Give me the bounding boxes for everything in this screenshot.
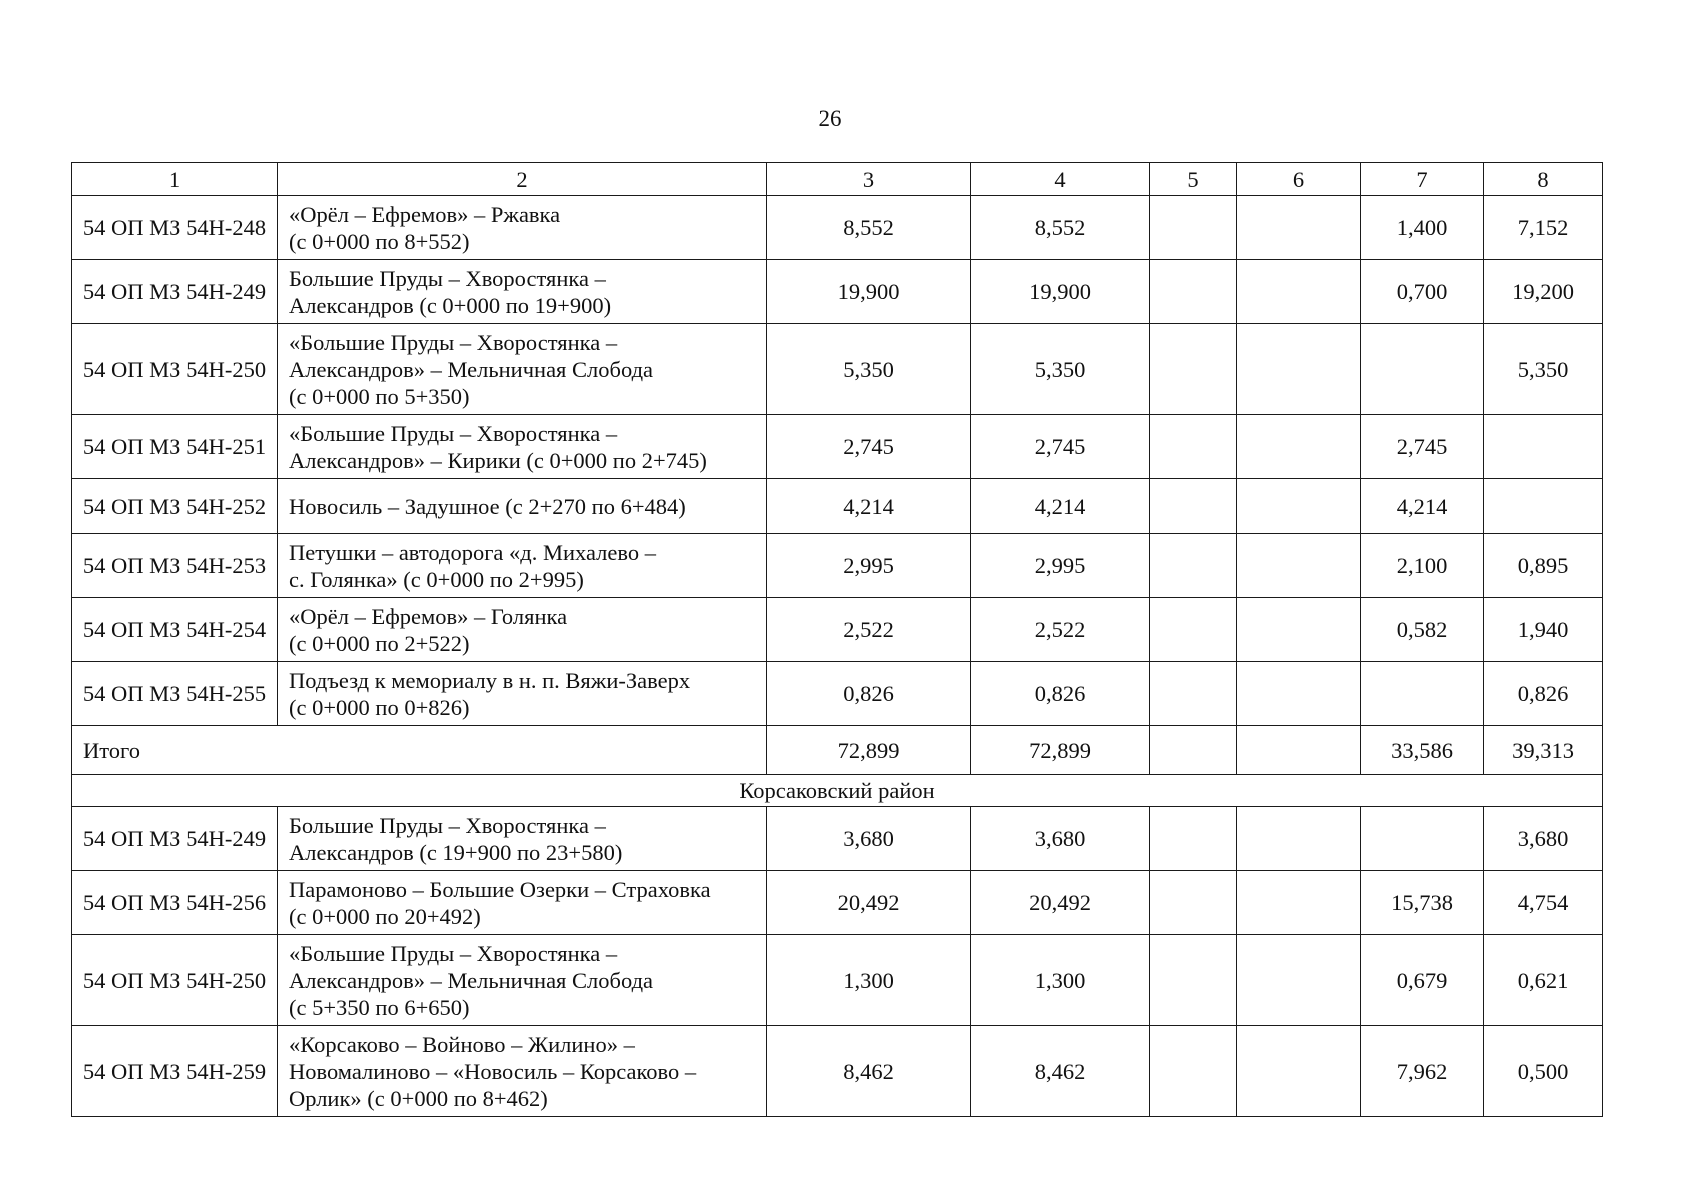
value-cell-3: 2,745 bbox=[767, 415, 971, 479]
road-name-line: «Большие Пруды – Хворостянка – bbox=[289, 329, 618, 355]
value-cell-5 bbox=[1150, 935, 1237, 1026]
value-cell-5 bbox=[1150, 534, 1237, 598]
road-name-line: (с 0+000 по 8+552) bbox=[289, 228, 470, 254]
table-row bbox=[72, 324, 1603, 415]
value-cell-4: 20,492 bbox=[971, 871, 1150, 935]
value-cell-7 bbox=[1361, 662, 1484, 726]
total-row bbox=[72, 726, 1603, 775]
value-cell-4: 0,826 bbox=[971, 662, 1150, 726]
value-cell-5 bbox=[1150, 871, 1237, 935]
road-name-line: (с 0+000 по 5+350) bbox=[289, 383, 470, 409]
value-cell-6 bbox=[1237, 534, 1361, 598]
value-cell-4: 1,300 bbox=[971, 935, 1150, 1026]
road-code: 54 ОП МЗ 54Н-256 bbox=[72, 871, 278, 935]
total-label: Итого bbox=[72, 726, 767, 775]
total-value-3: 72,899 bbox=[767, 726, 971, 775]
value-cell-7: 15,738 bbox=[1361, 871, 1484, 935]
column-header-6: 6 bbox=[1237, 163, 1361, 196]
road-name bbox=[278, 324, 767, 415]
table-row bbox=[72, 415, 1603, 479]
value-cell-5 bbox=[1150, 415, 1237, 479]
road-name-line: Александров (с 0+000 по 19+900) bbox=[289, 292, 612, 318]
road-name bbox=[278, 598, 767, 662]
column-number-row bbox=[72, 163, 1603, 196]
value-cell-3: 0,826 bbox=[767, 662, 971, 726]
value-cell-7: 2,100 bbox=[1361, 534, 1484, 598]
table-row bbox=[72, 935, 1603, 1026]
value-cell-3: 19,900 bbox=[767, 260, 971, 324]
road-name-line: Новосиль – Задушное (с 2+270 по 6+484) bbox=[289, 493, 686, 519]
value-cell-7 bbox=[1361, 807, 1484, 871]
value-cell-6 bbox=[1237, 662, 1361, 726]
road-name-line: Большие Пруды – Хворостянка – bbox=[289, 265, 606, 291]
column-header-3: 3 bbox=[767, 163, 971, 196]
value-cell-8: 3,680 bbox=[1484, 807, 1603, 871]
road-name-line: Александров» – Мельничная Слобода bbox=[289, 967, 653, 993]
value-cell-5 bbox=[1150, 807, 1237, 871]
road-name bbox=[278, 871, 767, 935]
value-cell-8 bbox=[1484, 479, 1603, 534]
column-header-1: 1 bbox=[72, 163, 278, 196]
value-cell-4: 2,745 bbox=[971, 415, 1150, 479]
road-code: 54 ОП МЗ 54Н-253 bbox=[72, 534, 278, 598]
value-cell-6 bbox=[1237, 935, 1361, 1026]
road-name-line: Новомалиново – «Новосиль – Корсаково – bbox=[289, 1058, 697, 1084]
value-cell-5 bbox=[1150, 479, 1237, 534]
road-name bbox=[278, 935, 767, 1026]
road-name-line: Подъезд к мемориалу в н. п. Вяжи-Заверх bbox=[289, 667, 691, 693]
road-name bbox=[278, 196, 767, 260]
table-row bbox=[72, 534, 1603, 598]
road-code: 54 ОП МЗ 54Н-250 bbox=[72, 935, 278, 1026]
table-row bbox=[72, 260, 1603, 324]
total-value-6 bbox=[1237, 726, 1361, 775]
value-cell-4: 8,552 bbox=[971, 196, 1150, 260]
value-cell-6 bbox=[1237, 196, 1361, 260]
column-header-5: 5 bbox=[1150, 163, 1237, 196]
value-cell-3: 2,995 bbox=[767, 534, 971, 598]
value-cell-6 bbox=[1237, 479, 1361, 534]
value-cell-5 bbox=[1150, 196, 1237, 260]
value-cell-5 bbox=[1150, 324, 1237, 415]
section-header-row bbox=[72, 775, 1603, 807]
value-cell-8 bbox=[1484, 415, 1603, 479]
value-cell-8: 1,940 bbox=[1484, 598, 1603, 662]
road-code: 54 ОП МЗ 54Н-254 bbox=[72, 598, 278, 662]
road-name-line: с. Голянка» (с 0+000 по 2+995) bbox=[289, 566, 584, 592]
value-cell-3: 4,214 bbox=[767, 479, 971, 534]
road-name-line: «Орёл – Ефремов» – Ржавка bbox=[289, 201, 561, 227]
value-cell-7: 0,700 bbox=[1361, 260, 1484, 324]
value-cell-6 bbox=[1237, 1026, 1361, 1117]
value-cell-7 bbox=[1361, 324, 1484, 415]
roads-table bbox=[71, 162, 1603, 1117]
road-code: 54 ОП МЗ 54Н-255 bbox=[72, 662, 278, 726]
value-cell-8: 7,152 bbox=[1484, 196, 1603, 260]
value-cell-8: 0,621 bbox=[1484, 935, 1603, 1026]
road-name-line: Александров» – Кирики (с 0+000 по 2+745) bbox=[289, 447, 707, 473]
road-name-line: Большие Пруды – Хворостянка – bbox=[289, 812, 606, 838]
value-cell-4: 5,350 bbox=[971, 324, 1150, 415]
value-cell-5 bbox=[1150, 662, 1237, 726]
road-name-line: «Большие Пруды – Хворостянка – bbox=[289, 420, 618, 446]
value-cell-3: 3,680 bbox=[767, 807, 971, 871]
road-name bbox=[278, 479, 767, 534]
value-cell-8: 0,500 bbox=[1484, 1026, 1603, 1117]
value-cell-3: 2,522 bbox=[767, 598, 971, 662]
value-cell-6 bbox=[1237, 807, 1361, 871]
value-cell-7: 7,962 bbox=[1361, 1026, 1484, 1117]
value-cell-6 bbox=[1237, 598, 1361, 662]
road-code: 54 ОП МЗ 54Н-252 bbox=[72, 479, 278, 534]
value-cell-7: 0,582 bbox=[1361, 598, 1484, 662]
value-cell-7: 4,214 bbox=[1361, 479, 1484, 534]
table-row bbox=[72, 196, 1603, 260]
value-cell-7: 1,400 bbox=[1361, 196, 1484, 260]
column-header-7: 7 bbox=[1361, 163, 1484, 196]
road-code: 54 ОП МЗ 54Н-259 bbox=[72, 1026, 278, 1117]
value-cell-4: 2,522 bbox=[971, 598, 1150, 662]
table-row bbox=[72, 807, 1603, 871]
value-cell-5 bbox=[1150, 1026, 1237, 1117]
value-cell-8: 0,895 bbox=[1484, 534, 1603, 598]
road-code: 54 ОП МЗ 54Н-250 bbox=[72, 324, 278, 415]
value-cell-8: 4,754 bbox=[1484, 871, 1603, 935]
total-value-7: 33,586 bbox=[1361, 726, 1484, 775]
total-value-5 bbox=[1150, 726, 1237, 775]
road-code: 54 ОП МЗ 54Н-251 bbox=[72, 415, 278, 479]
road-name-line: «Орёл – Ефремов» – Голянка bbox=[289, 603, 568, 629]
value-cell-6 bbox=[1237, 415, 1361, 479]
road-name-line: (с 0+000 по 0+826) bbox=[289, 694, 470, 720]
table-row bbox=[72, 662, 1603, 726]
road-code: 54 ОП МЗ 54Н-249 bbox=[72, 807, 278, 871]
road-name bbox=[278, 662, 767, 726]
road-name-line: «Большие Пруды – Хворостянка – bbox=[289, 940, 618, 966]
road-name bbox=[278, 534, 767, 598]
road-name bbox=[278, 260, 767, 324]
column-header-4: 4 bbox=[971, 163, 1150, 196]
section-title: Корсаковский район bbox=[72, 775, 1603, 807]
value-cell-3: 5,350 bbox=[767, 324, 971, 415]
value-cell-3: 8,462 bbox=[767, 1026, 971, 1117]
column-header-8: 8 bbox=[1484, 163, 1603, 196]
road-code: 54 ОП МЗ 54Н-249 bbox=[72, 260, 278, 324]
road-name-line: Парамоново – Большие Озерки – Страховка bbox=[289, 876, 711, 902]
value-cell-3: 1,300 bbox=[767, 935, 971, 1026]
total-value-4: 72,899 bbox=[971, 726, 1150, 775]
value-cell-4: 19,900 bbox=[971, 260, 1150, 324]
value-cell-8: 19,200 bbox=[1484, 260, 1603, 324]
road-name-line: (с 0+000 по 20+492) bbox=[289, 903, 481, 929]
value-cell-6 bbox=[1237, 324, 1361, 415]
value-cell-6 bbox=[1237, 260, 1361, 324]
value-cell-8: 5,350 bbox=[1484, 324, 1603, 415]
road-name bbox=[278, 415, 767, 479]
table-row bbox=[72, 871, 1603, 935]
value-cell-4: 2,995 bbox=[971, 534, 1150, 598]
column-header-2: 2 bbox=[278, 163, 767, 196]
value-cell-4: 3,680 bbox=[971, 807, 1150, 871]
road-name-line: (с 5+350 по 6+650) bbox=[289, 994, 470, 1020]
page-number: 26 bbox=[818, 106, 842, 131]
value-cell-6 bbox=[1237, 871, 1361, 935]
value-cell-5 bbox=[1150, 260, 1237, 324]
value-cell-5 bbox=[1150, 598, 1237, 662]
value-cell-3: 8,552 bbox=[767, 196, 971, 260]
value-cell-4: 4,214 bbox=[971, 479, 1150, 534]
road-code: 54 ОП МЗ 54Н-248 bbox=[72, 196, 278, 260]
table-row bbox=[72, 479, 1603, 534]
road-name-line: Орлик» (с 0+000 по 8+462) bbox=[289, 1085, 548, 1111]
road-name-line: (с 0+000 по 2+522) bbox=[289, 630, 470, 656]
road-name bbox=[278, 1026, 767, 1117]
road-name-line: «Корсаково – Войново – Жилино» – bbox=[289, 1031, 635, 1057]
value-cell-7: 0,679 bbox=[1361, 935, 1484, 1026]
road-name bbox=[278, 807, 767, 871]
value-cell-4: 8,462 bbox=[971, 1026, 1150, 1117]
table-row bbox=[72, 598, 1603, 662]
road-name-line: Петушки – автодорога «д. Михалево – bbox=[289, 539, 656, 565]
road-name-line: Александров (с 19+900 по 23+580) bbox=[289, 839, 623, 865]
value-cell-8: 0,826 bbox=[1484, 662, 1603, 726]
total-value-8: 39,313 bbox=[1484, 726, 1603, 775]
road-name-line: Александров» – Мельничная Слобода bbox=[289, 356, 653, 382]
table-row bbox=[72, 1026, 1603, 1117]
value-cell-7: 2,745 bbox=[1361, 415, 1484, 479]
value-cell-3: 20,492 bbox=[767, 871, 971, 935]
